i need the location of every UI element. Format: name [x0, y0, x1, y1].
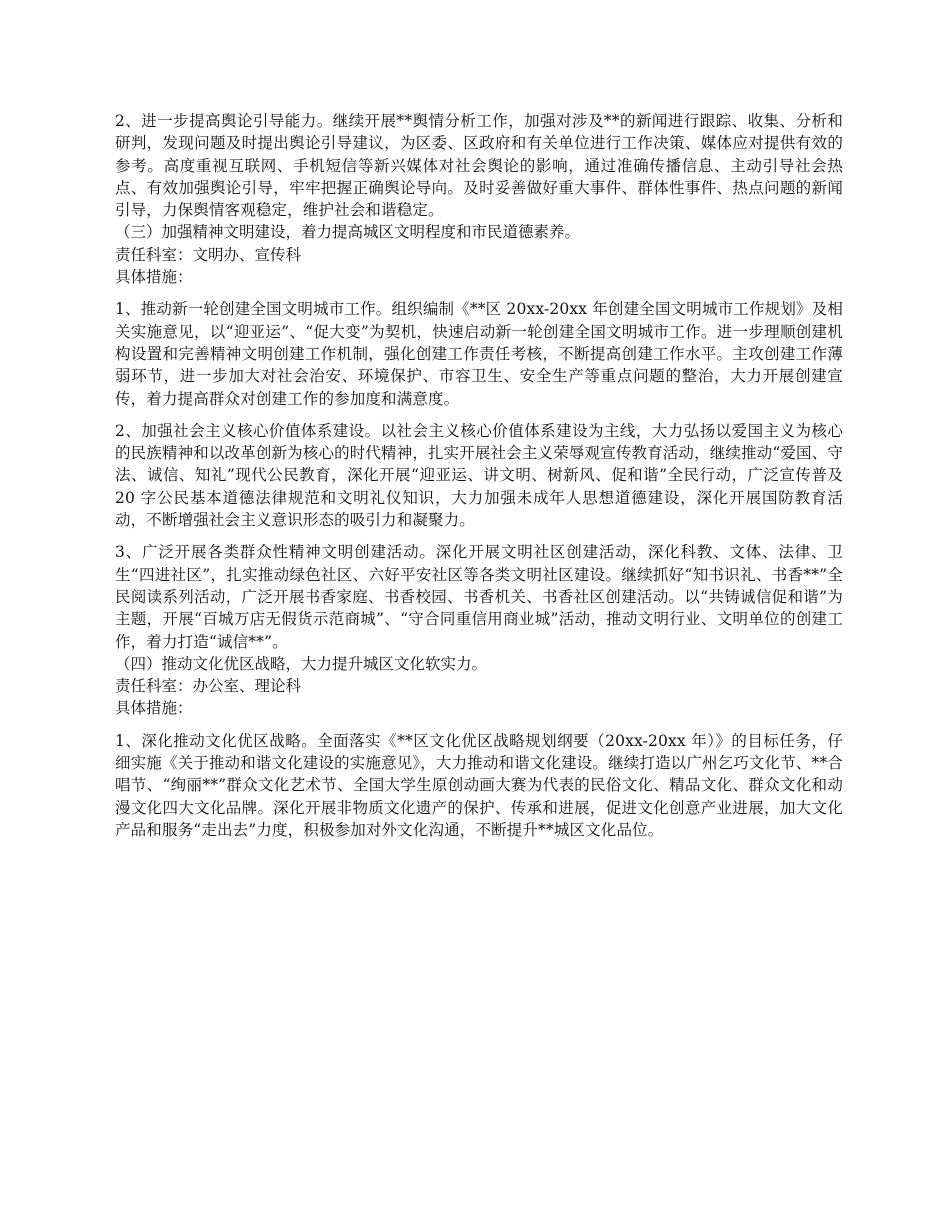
- paragraph-civilized-city: 1、推动新一轮创建全国文明城市工作。组织编制《**区 20xx-20xx 年创建全国文明城市工作规划》及相关实施意见，以“迎亚运”、“促大变”为契机，快速启动新一轮创建全国文明城市工作。进一步理顺创建机构设置和完善精神文明创建工作机制，强化创建工作责任考核，不断提高创建工作水平。主攻创建工作薄弱环节，进一步加大对社会治安、环境保护、市容卫生、安全生产等重点问题的整治，大力开展创建宣传，着力提高群众对创建工作的参加度和满意度。: [115, 300, 843, 408]
- paragraph-public-opinion: 2、进一步提高舆论引导能力。继续开展**舆情分析工作，加强对涉及**的新闻进行跟踪、收集、分析和研判，发现问题及时提出舆论引导建议，为区委、区政府和有关单位进行工作决策、媒体应对提供有效的参考。高度重视互联网、手机短信等新兴媒体对社会舆论的影响，通过准确传播信息、主动引导社会热点、有效加强舆论引导，牢牢把握正确舆论导向。及时妥善做好重大事件、群体性事件、热点问题的新闻引导，力保舆情客观稳定，维护社会和谐稳定。: [115, 112, 843, 220]
- measures-label: 具体措施：: [115, 699, 193, 718]
- measures-label: 具体措施：: [115, 268, 193, 287]
- document-page: [115, 110, 843, 841]
- responsible-departments: 责任科室：文明办、宣传科: [115, 245, 302, 264]
- paragraph-core-values: 2、加强社会主义核心价值体系建设。以社会主义核心价值体系建设为主线，大力弘扬以爱国主义为核心的民族精神和以改革创新为核心的时代精神，扎实开展社会主义荣辱观宣传教育活动，继续推动“爱国、守法、诚信、知礼”现代公民教育，深化开展“迎亚运、讲文明、树新风、促和谐”全民行动，广泛宣传普及 20 字公民基本道德法律规范和文明礼仪知识，大力加强未成年人思想道德建设，深化开展国防教育活动，不断增强社会主义意识形态的吸引力和凝聚力。: [115, 421, 843, 530]
- responsible-departments: 责任科室：办公室、理论科: [115, 677, 302, 696]
- section-heading-culture: （四）推动文化优区战略，大力提升城区文化软实力。: [115, 654, 488, 673]
- section-heading-civilization: （三）加强精神文明建设，着力提高城区文明程度和市民道德素养。: [115, 223, 581, 242]
- paragraph-mass-activities: 3、广泛开展各类群众性精神文明创建活动。深化开展文明社区创建活动，深化科教、文体、法律、卫生“四进社区”，扎实推动绿色社区、六好平安社区等各类文明社区建设。继续抓好“知书识礼、书香**”全民阅读系列活动，广泛开展书香家庭、书香校园、书香机关、书香社区创建活动。以“共铸诚信促和谐”为主题，开展“百城万店无假货示范商城”、“守合同重信用商业城”活动，推动文明行业、文明单位的创建工作，着力打造“诚信**”。: [115, 543, 843, 651]
- paragraph-culture-strategy: 1、深化推动文化优区战略。全面落实《**区文化优区战略规划纲要（20xx-20xx 年）》的目标任务，仔细实施《关于推动和谐文化建设的实施意见》，大力推动和谐文化建设。继续打造以广州乞巧文化节、**合唱节、“绚丽**”群众文化艺术节、全国大学生原创动画大赛为代表的民俗文化、精品文化、群众文化和动漫文化四大文化品牌。深化开展非物质文化遗产的保护、传承和进展，促进文化创意产业进展，加大文化产品和服务“走出去”力度，积极参加对外文化沟通，不断提升**城区文化品位。: [115, 731, 843, 839]
